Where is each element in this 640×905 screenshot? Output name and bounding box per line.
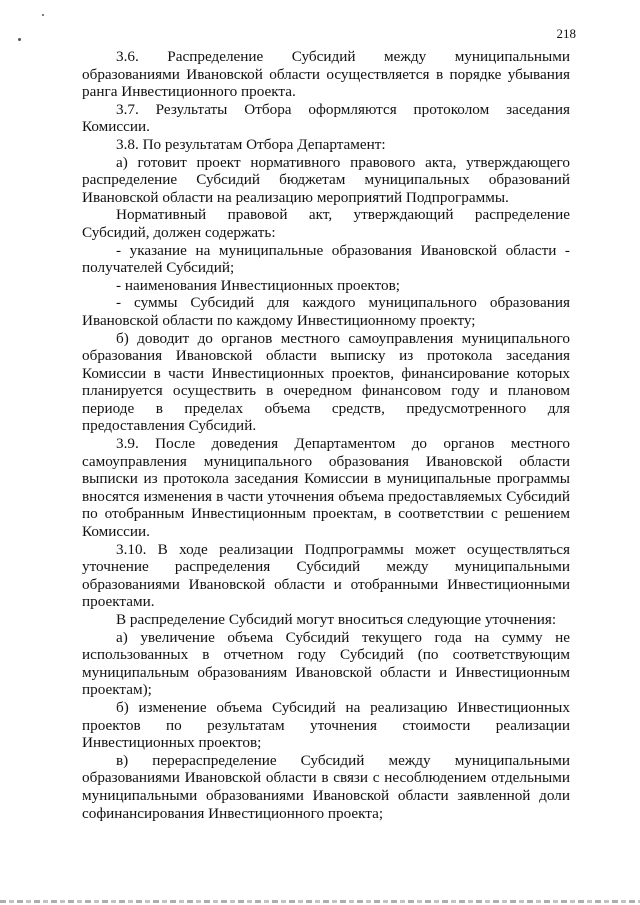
page-number: 218 (556, 26, 576, 41)
paragraph-3-9: 3.9. После доведения Департаментом до органов местного самоуправления муниципального образования Ивановской области выписки из протокола заседания Комиссии в муниципальные программы вносятся изменения в части уточнения объема предоставляемых Субсидий по отобранным Инвестиционным проектам, в соответствии с решением Комиссии. (82, 435, 570, 541)
bullet-item: - указание на муниципальные образования Ивановской области - получателей Субсидий; (82, 241, 570, 277)
scan-bottom-edge (0, 900, 640, 903)
paragraph-3-6: 3.6. Распределение Субсидий между муниципальными образованиями Ивановской области осуществляется в порядке убывания ранга Инвестиционного проекта. (82, 48, 570, 101)
list-item-b: б) изменение объема Субсидий на реализацию Инвестиционных проектов по результатам уточнения стоимости реализации Инвестиционных проектов; (82, 698, 570, 752)
bullet-item: - суммы Субсидий для каждого муниципального образования Ивановской области по каждому Инвестиционному проекту; (82, 294, 570, 329)
list-item-a: а) готовит проект нормативного правового акта, утверждающего распределение Субсидий бюджетам муниципальных образований Ивановской области на реализацию мероприятий Подпрограммы. (82, 153, 570, 206)
paragraph-3-10: 3.10. В ходе реализации Подпрограммы может осуществляться уточнение распределения Субсидий между муниципальными образованиями Ивановской области и отобранными Инвестиционными проектами. (82, 540, 570, 611)
paragraph-clarifications: В распределение Субсидий могут вноситься следующие уточнения: (116, 611, 557, 628)
list-item-b: б) доводит до органов местного самоуправления муниципального образования Ивановской области выписку из протокола заседания Комиссии в части Инвестиционных проектов, финансирование которых планируется осуществить в очередном финансовом году и плановом периоде в пределах объема средств, предусмотренного для предоставления Субсидий. (82, 329, 570, 435)
paragraph-3-8: 3.8. По результатам Отбора Департамент: (116, 135, 386, 153)
bullet-item: - наименования Инвестиционных проектов; (116, 276, 401, 294)
list-item-a: а) увеличение объема Субсидий текущего года на сумму не использованных в отчетном году Субсидий (по соответствующим муниципальным образованиям Ивановской области и Инвестиционным проектам); (82, 628, 570, 699)
paragraph-3-7: 3.7. Результаты Отбора оформляются протоколом заседания Комиссии. (82, 100, 570, 136)
list-item-v: в) перераспределение Субсидий между муниципальными образованиями Ивановской области в связи с несоблюдением отдельными муниципальными образованиями Ивановской области заявленной доли софинансирования Инвестиционного проекта; (82, 751, 570, 822)
scan-artifact (18, 38, 21, 41)
paragraph-normative-act: Нормативный правовой акт, утверждающий распределение Субсидий, должен содержать: (82, 206, 570, 241)
scan-artifact (42, 14, 44, 16)
document-body (82, 48, 570, 822)
